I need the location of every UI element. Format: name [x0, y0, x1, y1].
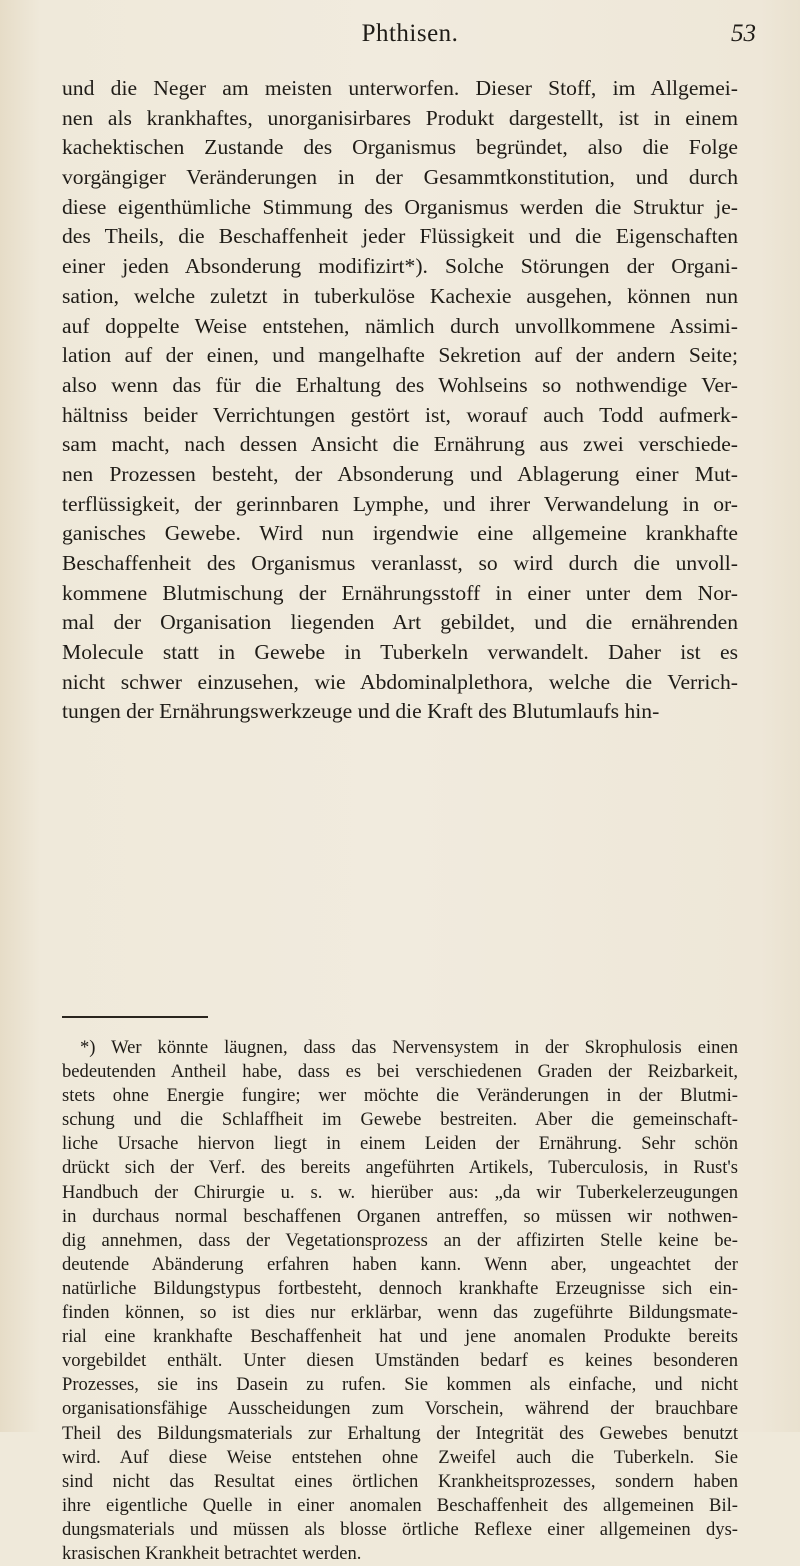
footnote-line: Prozesses, sie ins Dasein zu rufen. Sie kommen als einfache, und nicht — [62, 1374, 738, 1396]
footnote-line: ihre eigentliche Quelle in einer anomalen Beschaffenheit des allgemeinen Bil- — [62, 1494, 738, 1516]
text-line: sation, welche zuletzt in tuberkulöse Kachexie ausgehen, können nun — [62, 283, 738, 308]
footnote-line: finden können, so ist dies nur erklärbar, wenn das zugeführte Bildungsmate- — [62, 1302, 738, 1324]
footnote-line: liche Ursache hiervon liegt in einem Leiden der Ernährung. Sehr schön — [62, 1133, 738, 1155]
text-line: tungen der Ernährungswerkzeuge und die Kraft des Blutumlaufs hin- — [62, 699, 660, 724]
footnote-block — [62, 1036, 738, 1566]
text-line: terflüssigkeit, der gerinnbaren Lymphe, und ihrer Verwandelung in or- — [62, 491, 738, 516]
page-number: 53 — [731, 20, 756, 47]
footnote-line: wird. Auf diese Weise entstehen ohne Zweifel auch die Tuberkeln. Sie — [62, 1446, 738, 1468]
text-line: Molecule statt in Gewebe in Tuberkeln verwandelt. Daher ist es — [62, 640, 738, 665]
text-line: und die Neger am meisten unterworfen. Dieser Stoff, im Allgemei- — [62, 76, 738, 100]
text-line: ganisches Gewebe. Wird nun irgendwie eine allgemeine krankhafte — [62, 521, 738, 546]
footnote-line: in durchaus normal beschaffenen Organen antreffen, so müssen wir nothwen- — [62, 1205, 738, 1227]
footnote-line: schung und die Schlaffheit im Gewebe bestreiten. Aber die gemeinschaft- — [62, 1109, 738, 1131]
footnote-line: krasischen Krankheit betrachtet werden. — [62, 1542, 362, 1564]
text-line: kommene Blutmischung der Ernährungsstoff in einer unter dem Nor- — [62, 580, 738, 605]
text-line: Beschaffenheit des Organismus veranlasst, so wird durch die unvoll- — [62, 551, 738, 575]
page-header — [60, 20, 760, 54]
text-line: diese eigenthümliche Stimmung des Organismus werden die Struktur je- — [62, 194, 738, 219]
footnote-line: Handbuch der Chirurgie u. s. w. hierüber aus: „da wir Tuberkelerzeugungen — [62, 1181, 738, 1203]
text-line: nen als krankhaftes, unorganisirbares Produkt dargestellt, ist in einem — [62, 105, 738, 130]
text-line: kachektischen Zustande des Organismus begründet, also die Folge — [62, 135, 738, 160]
text-line: vorgängiger Veränderungen in der Gesammtkonstitution, und durch — [62, 165, 738, 190]
running-head: Phthisen. — [361, 20, 459, 47]
footnote-line: dungsmaterials und müssen als blosse örtliche Reflexe einer allgemeinen dys- — [62, 1518, 738, 1540]
footnote-line: natürliche Bildungstypus fortbesteht, dennoch krankhafte Erzeugnisse sich ein- — [62, 1277, 738, 1299]
footnote-line: stets ohne Energie fungire; wer möchte die Veränderungen in der Blutmi- — [62, 1085, 738, 1107]
text-line: sam macht, nach dessen Ansicht die Ernährung aus zwei verschiede- — [62, 432, 738, 457]
text-line: einer jeden Absonderung modifizirt*). Solche Störungen der Organi- — [62, 254, 738, 279]
text-line: nen Prozessen besteht, der Absonderung und Ablagerung einer Mut- — [62, 461, 738, 486]
footnote-line: dig annehmen, dass der Vegetationsprozess an der affizirten Stelle keine be- — [62, 1229, 738, 1251]
footnote-line: drückt sich der Verf. des bereits angeführten Artikels, Tuberculosis, in Rust's — [62, 1157, 738, 1179]
main-text-block — [62, 74, 738, 727]
text-line: hältniss beider Verrichtungen gestört ist, worauf auch Todd aufmerk- — [62, 402, 738, 427]
footnote-line: rial eine krankhafte Beschaffenheit hat und jene anomalen Produkte bereits — [62, 1326, 738, 1348]
text-line: des Theils, die Beschaffenheit jeder Flüssigkeit und die Eigenschaften — [62, 224, 738, 249]
footnote-line: sind nicht das Resultat eines örtlichen Krankheitsprozesses, sondern haben — [62, 1470, 738, 1492]
text-line: auf doppelte Weise entstehen, nämlich durch unvollkommene Assimi- — [62, 313, 738, 338]
text-line: mal der Organisation liegenden Art gebildet, und die ernährenden — [62, 610, 738, 635]
text-line: nicht schwer einzusehen, wie Abdominalplethora, welche die Verrich- — [62, 669, 738, 694]
footnote-separator-rule — [62, 1016, 208, 1018]
text-line: also wenn das für die Erhaltung des Wohlseins so nothwendige Ver- — [62, 372, 738, 397]
text-line: lation auf der einen, und mangelhafte Sekretion auf der andern Seite; — [62, 343, 738, 368]
footnote-line: deutende Abänderung erfahren haben kann. Wenn aber, ungeachtet der — [62, 1253, 738, 1275]
footnote-line: *) Wer könnte läugnen, dass das Nervensystem in der Skrophulosis einen — [80, 1037, 738, 1058]
footnote-line: bedeutenden Antheil habe, dass es bei verschiedenen Graden der Reizbarkeit, — [62, 1061, 738, 1083]
footnote-line: vorgebildet enthält. Unter diesen Umständen bedarf es keines besonderen — [62, 1350, 738, 1372]
footnote-line: Theil des Bildungsmaterials zur Erhaltung der Integrität des Gewebes benutzt — [62, 1422, 738, 1444]
footnote-line: organisationsfähige Ausscheidungen zum Vorschein, während der brauchbare — [62, 1398, 738, 1420]
